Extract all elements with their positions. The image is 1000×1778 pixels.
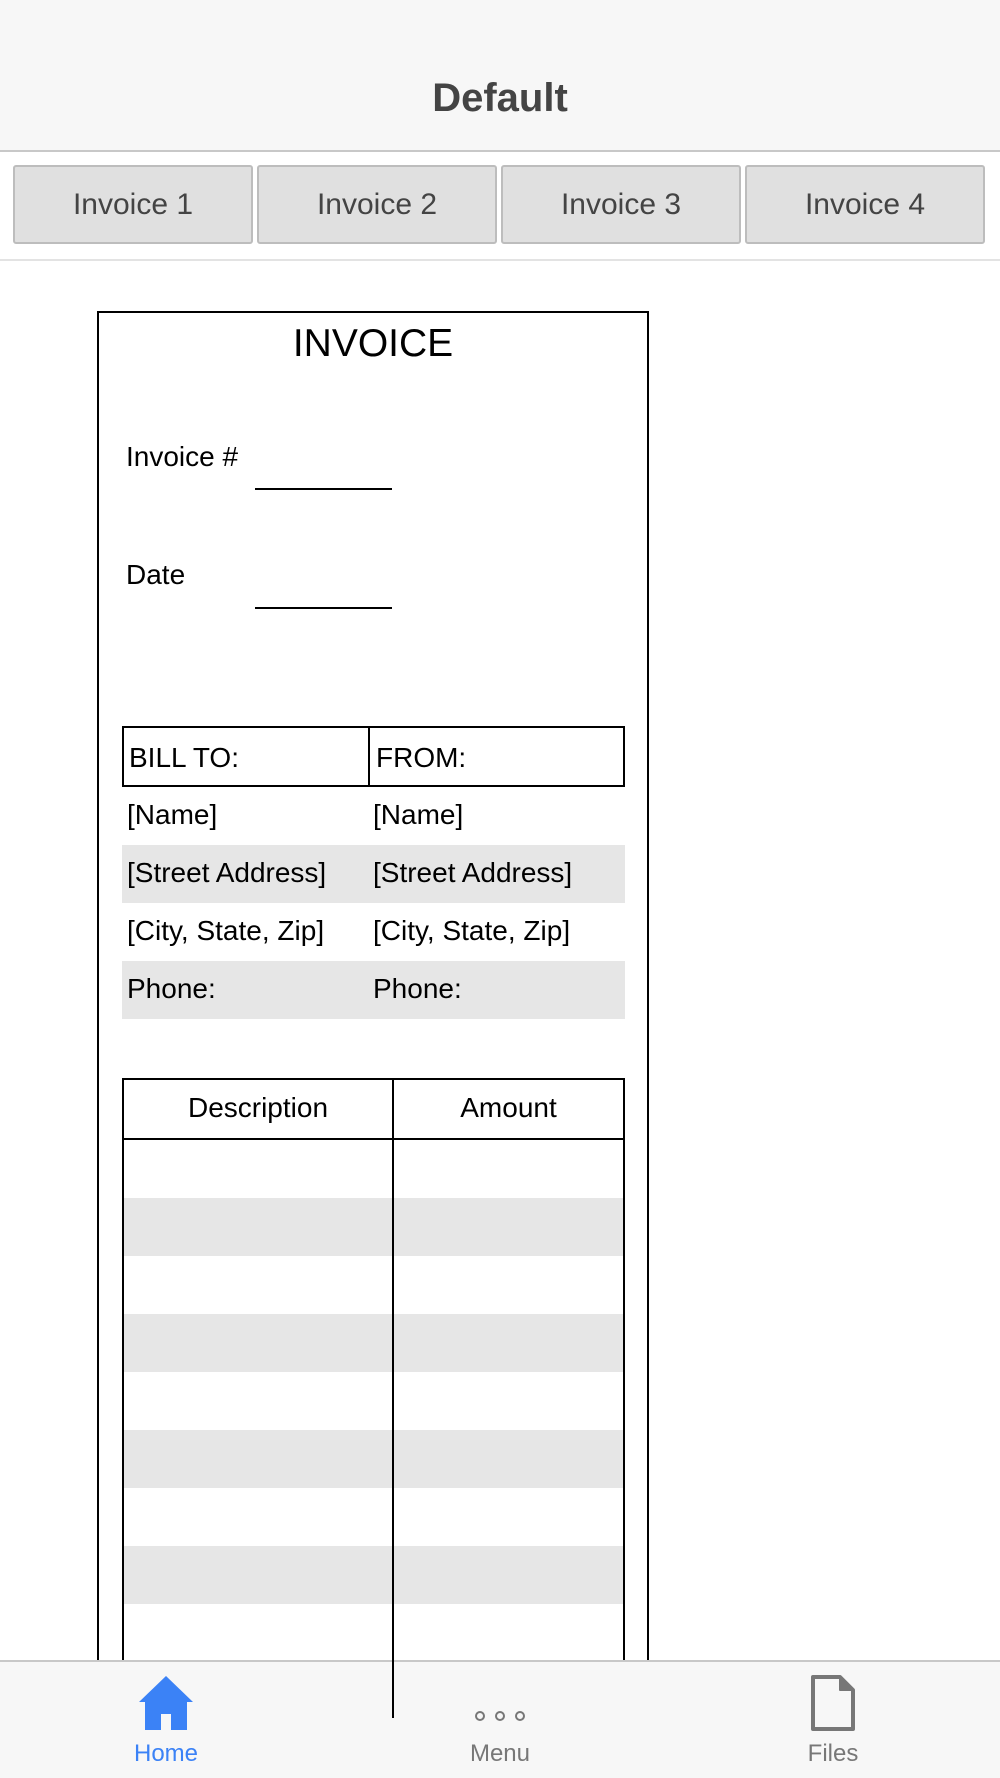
tab-home[interactable] <box>66 1662 266 1778</box>
tab-files-label: Files <box>807 1740 859 1767</box>
file-icon <box>810 1674 856 1732</box>
table-row[interactable] <box>124 1198 623 1256</box>
party-row-city <box>122 903 625 961</box>
invoice-3-button[interactable]: Invoice 3 <box>501 165 741 244</box>
items-table <box>122 1078 625 1718</box>
tab-files[interactable] <box>733 1662 933 1778</box>
from-name[interactable]: [Name] <box>373 799 464 830</box>
page-title: Default <box>432 76 568 120</box>
table-row[interactable] <box>124 1256 623 1314</box>
invoice-2-button[interactable]: Invoice 2 <box>257 165 497 244</box>
from-label: FROM: <box>376 742 467 773</box>
table-row[interactable] <box>124 1430 623 1488</box>
invoice-title: INVOICE <box>292 322 454 365</box>
more-icon <box>473 1674 527 1732</box>
tab-menu[interactable] <box>400 1662 600 1778</box>
invoice-number-label: Invoice # <box>126 441 239 472</box>
bill-to-label: BILL TO: <box>129 742 239 773</box>
tab-menu-label: Menu <box>469 1740 531 1767</box>
date-field[interactable] <box>255 607 392 609</box>
party-header <box>122 726 625 787</box>
top-navbar <box>0 0 1000 152</box>
bill-to-name[interactable]: [Name] <box>127 799 218 830</box>
party-divider <box>368 728 370 785</box>
home-icon <box>137 1674 195 1732</box>
from-phone[interactable]: Phone: <box>373 973 462 1004</box>
table-row[interactable] <box>124 1140 623 1198</box>
bill-to-street[interactable]: [Street Address] <box>127 857 327 888</box>
table-row[interactable] <box>124 1372 623 1430</box>
description-header: Description <box>187 1092 329 1123</box>
tab-home-label: Home <box>133 1740 199 1767</box>
bill-to-phone[interactable]: Phone: <box>127 973 216 1004</box>
items-header <box>124 1080 623 1140</box>
table-row[interactable] <box>124 1314 623 1372</box>
bill-to-city[interactable]: [City, State, Zip] <box>127 915 325 946</box>
party-row-street <box>122 845 625 903</box>
amount-header: Amount <box>460 1092 557 1123</box>
from-city[interactable]: [City, State, Zip] <box>373 915 571 946</box>
table-row[interactable] <box>124 1604 623 1662</box>
bottom-tab-bar <box>0 1660 1000 1778</box>
party-row-name <box>122 787 625 845</box>
invoice-sheet <box>97 311 649 1711</box>
table-row[interactable] <box>124 1488 623 1546</box>
items-column-divider <box>392 1080 394 1718</box>
invoice-number-field[interactable] <box>255 488 392 490</box>
invoice-4-button[interactable]: Invoice 4 <box>745 165 985 244</box>
date-label: Date <box>126 559 186 590</box>
from-street[interactable]: [Street Address] <box>373 857 573 888</box>
party-row-phone <box>122 961 625 1019</box>
invoice-1-button[interactable]: Invoice 1 <box>13 165 253 244</box>
table-row[interactable] <box>124 1546 623 1604</box>
invoice-segmented-control <box>0 153 1000 261</box>
